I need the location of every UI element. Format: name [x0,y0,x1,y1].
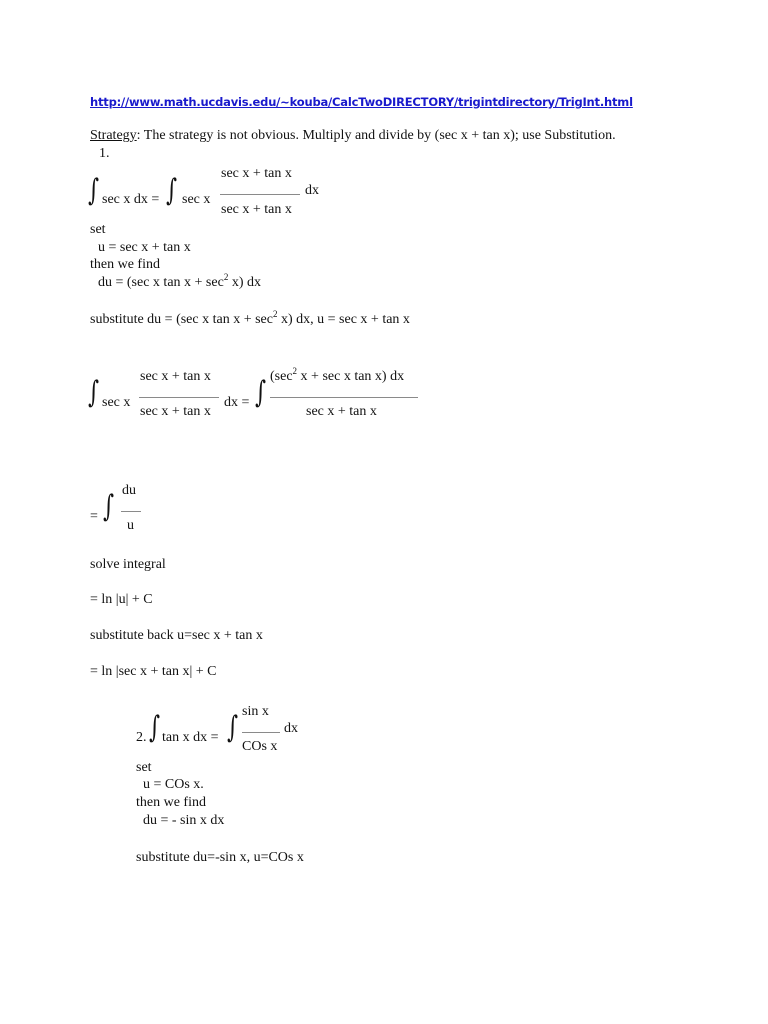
integral-sign-icon: ∫ [166,173,177,208]
then-we-find: then we find [90,257,160,272]
du-expression: du = (sec x $\tan x + \sec^2 x$) dx [98,272,261,290]
eq2-rhs-fraction-bar [270,397,418,398]
p2-denominator: COs x [242,739,278,754]
substitute-line: substitute du = (sec x $\tan x + \sec^2 x$) dx, u = sec x + tan x [90,309,410,327]
eq1-fraction-bar [220,194,300,195]
eq2-numerator: sec x + tan x [140,369,211,384]
problem-2-number: 2. [136,730,147,745]
strategy-text: : The strategy is not obvious. Multiply and divide by (sec x + tan x); use Substitution. [136,128,616,143]
integral-sign-icon: ∫ [149,710,160,745]
p2-u-definition: u = COs x. [143,777,204,792]
strategy-line [90,128,616,144]
integral-sign-icon: ∫ [227,710,238,745]
u-definition: u = sec x + tan x [98,240,191,255]
p2-set-label: set [136,760,152,775]
substitute-back-line: substitute back u=sec x + tan x [90,628,263,643]
eq3-equals: = [90,509,98,524]
eq3-numerator: du [122,483,136,498]
p2-numerator: sin x [242,704,269,719]
set-label: set [90,222,106,237]
eq1-lhs: sec x dx = [102,192,160,207]
eq2-fraction-bar [139,397,219,398]
eq2-denominator: sec x + tan x [140,404,211,419]
solve-integral-label: solve integral [90,557,166,572]
integral-sign-icon: ∫ [255,375,266,410]
p2-dx: dx [284,721,298,736]
integral-sign-icon: ∫ [103,489,114,524]
integral-sign-icon: ∫ [88,375,99,410]
eq1-denominator: sec x + tan x [221,202,292,217]
strategy-label: Strategy [90,128,137,143]
eq3-denominator: u [127,518,134,533]
eq2-rhs-denominator: sec x + tan x [306,404,377,419]
eq1-dx: dx [305,183,319,198]
final-result: = ln |sec x + tan x| + C [90,664,217,679]
p2-du-expression: du = - sin x dx [143,813,225,828]
problem-1-number: 1. [99,146,110,161]
p2-substitute-line: substitute du=-sin x, u=COs x [136,850,304,865]
result-ln-u: = ln |u| + C [90,592,153,607]
eq1-numerator: sec x + tan x [221,166,292,181]
eq2-factor: sec x [102,395,131,410]
p2-fraction-bar [242,732,280,733]
eq1-factor: sec x [182,192,211,207]
eq3-fraction-bar [121,511,141,512]
integral-sign-icon: ∫ [88,173,99,208]
eq2-rhs-numerator: ($\sec^2$ x + sec x tan x) dx [270,366,405,384]
p2-then-we-find: then we find [136,795,206,810]
eq2-dx-equals: dx = [224,395,250,410]
source-link[interactable]: http://www.math.ucdavis.edu/~kouba/CalcTwoDIRECTORY/trigintdirectory/TrigInt.html [90,95,633,109]
p2-lhs: tan x dx = [162,730,219,745]
